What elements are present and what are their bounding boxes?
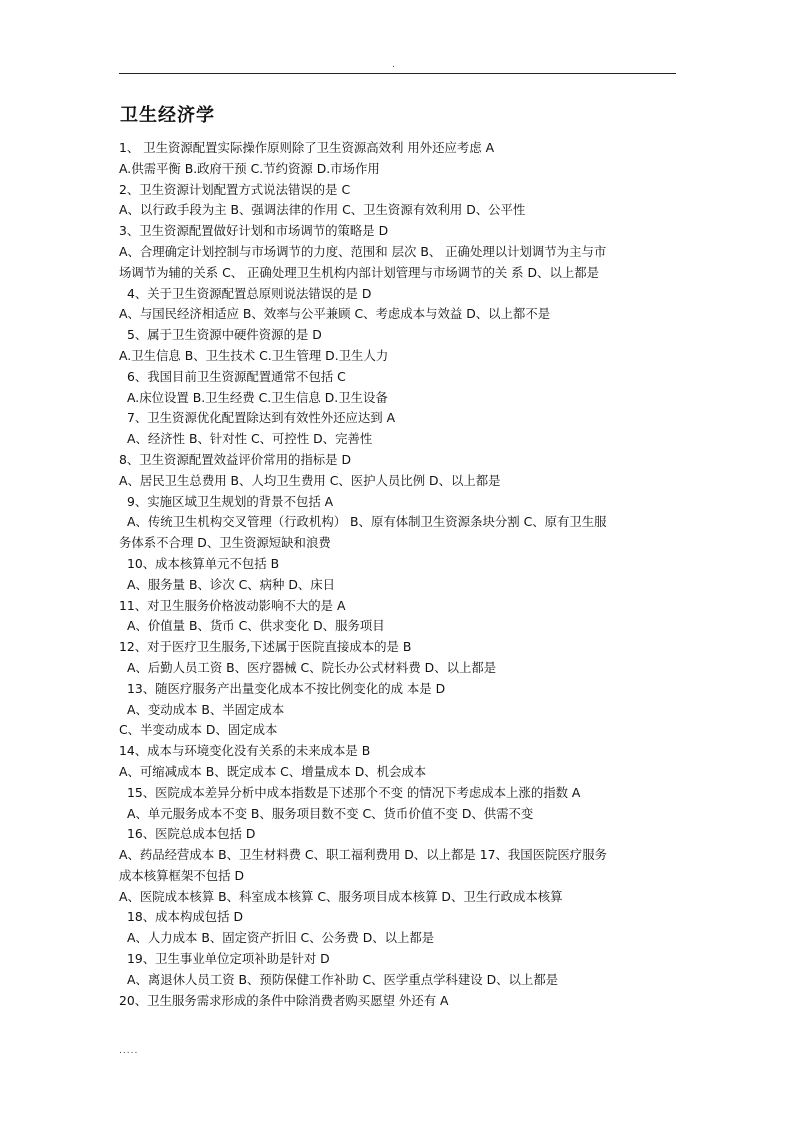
text-line: A、与国民经济相适应 B、效率与公平兼顾 C、考虑成本与效益 D、以上都不是 xyxy=(119,306,551,322)
text-line: 成本核算框架不包括 D xyxy=(119,867,244,883)
text-line: A、医院成本核算 B、科室成本核算 C、服务项目成本核算 D、卫生行政成本核算 xyxy=(119,888,563,904)
text-line: A、人力成本 B、固定资产折旧 C、公务费 D、以上都是 xyxy=(127,930,435,946)
header-mark: . xyxy=(392,60,395,70)
text-line: C、半变动成本 D、固定成本 xyxy=(119,722,278,738)
text-line: A.床位设置 B.卫生经费 C.卫生信息 D.卫生设备 xyxy=(127,389,388,405)
text-line: A.供需平衡 B.政府干预 C.节约资源 D.市场作用 xyxy=(119,160,380,176)
text-line: 场调节为辅的关系 C、 正确处理卫生机构内部计划管理与市场调节的关 系 D、以上都是 xyxy=(119,264,600,280)
text-line: 20、卫生服务需求形成的条件中除消费者购买愿望 外还有 A xyxy=(119,992,449,1008)
text-line: 3、卫生资源配置做好计划和市场调节的策略是 D xyxy=(119,223,389,239)
text-line: 8、卫生资源配置效益评价常用的指标是 D xyxy=(119,451,352,467)
text-line: A、离退休人员工资 B、预防保健工作补助 C、医学重点学科建设 D、以上都是 xyxy=(127,971,559,987)
header-rule xyxy=(119,73,676,74)
text-line: 4、关于卫生资源配置总原则说法错误的是 D xyxy=(127,285,372,301)
text-line: A、药品经营成本 B、卫生材料费 C、职工福利费用 D、以上都是 17、我国医院医疗服务 xyxy=(119,847,607,863)
text-line: 1、 卫生资源配置实际操作原则除了卫生资源高效利 用外还应考虑 A xyxy=(119,140,495,155)
text-line: A、居民卫生总费用 B、人均卫生费用 C、医护人员比例 D、以上都是 xyxy=(119,472,501,488)
text-line: A、以行政手段为主 B、强调法律的作用 C、卫生资源有效利用 D、公平性 xyxy=(119,202,526,218)
text-line: A、服务量 B、诊次 C、病种 D、床日 xyxy=(127,576,336,592)
text-line: 11、对卫生服务价格波动影响不大的是 A xyxy=(119,597,346,613)
text-line: 6、我国目前卫生资源配置通常不包括 C xyxy=(127,368,346,384)
text-line: A、可缩减成本 B、既定成本 C、增量成本 D、机会成本 xyxy=(119,763,427,779)
text-line: A、传统卫生机构交叉管理（行政机构） B、原有体制卫生资源条块分割 C、原有卫生服 xyxy=(127,514,607,530)
text-line: 13、随医疗服务产出量变化成本不按比例变化的成 本是 D xyxy=(127,680,446,696)
text-line: 18、成本构成包括 D xyxy=(127,909,243,925)
text-line: 15、医院成本差异分析中成本指数是下述那个不变 的情况下考虑成本上涨的指数 A xyxy=(127,784,581,800)
text-line: 2、卫生资源计划配置方式说法错误的是 C xyxy=(119,181,351,197)
text-line: 16、医院总成本包括 D xyxy=(127,826,256,842)
text-line: A、合理确定计划控制与市场调节的力度、范围和 层次 B、 正确处理以计划调节为主与市 xyxy=(119,243,607,259)
text-line: A.卫生信息 B、卫生技术 C.卫生管理 D.卫生人力 xyxy=(119,347,389,363)
text-line: 9、实施区域卫生规划的背景不包括 A xyxy=(127,493,334,509)
text-line: A、后勤人员工资 B、医疗器械 C、院长办公式材料费 D、以上都是 xyxy=(127,659,497,675)
text-line: 10、成本核算单元不包括 B xyxy=(127,555,280,571)
text-line: 14、成本与环境变化没有关系的未来成本是 B xyxy=(119,743,371,759)
text-line: A、经济性 B、针对性 C、可控性 D、完善性 xyxy=(127,431,373,447)
text-line: 12、对于医疗卫生服务,下述属于医院直接成本的是 B xyxy=(119,639,412,655)
text-line: A、价值量 B、货币 C、供求变化 D、服务项目 xyxy=(127,618,385,634)
text-line: 7、卫生资源优化配置除达到有效性外还应达到 A xyxy=(127,410,396,426)
text-line: 务体系不合理 D、卫生资源短缺和浪费 xyxy=(119,535,331,551)
question-list xyxy=(119,138,679,1011)
document-title: 卫生经济学 xyxy=(120,105,215,126)
text-line: A、变动成本 B、半固定成本 xyxy=(127,701,285,717)
footer-mark: ..... xyxy=(119,1046,139,1056)
text-line: 5、属于卫生资源中硬件资源的是 D xyxy=(127,327,322,343)
text-line: 19、卫生事业单位定项补助是针对 D xyxy=(127,951,330,967)
text-line: A、单元服务成本不变 B、服务项目数不变 C、货币价值不变 D、供需不变 xyxy=(127,805,534,821)
